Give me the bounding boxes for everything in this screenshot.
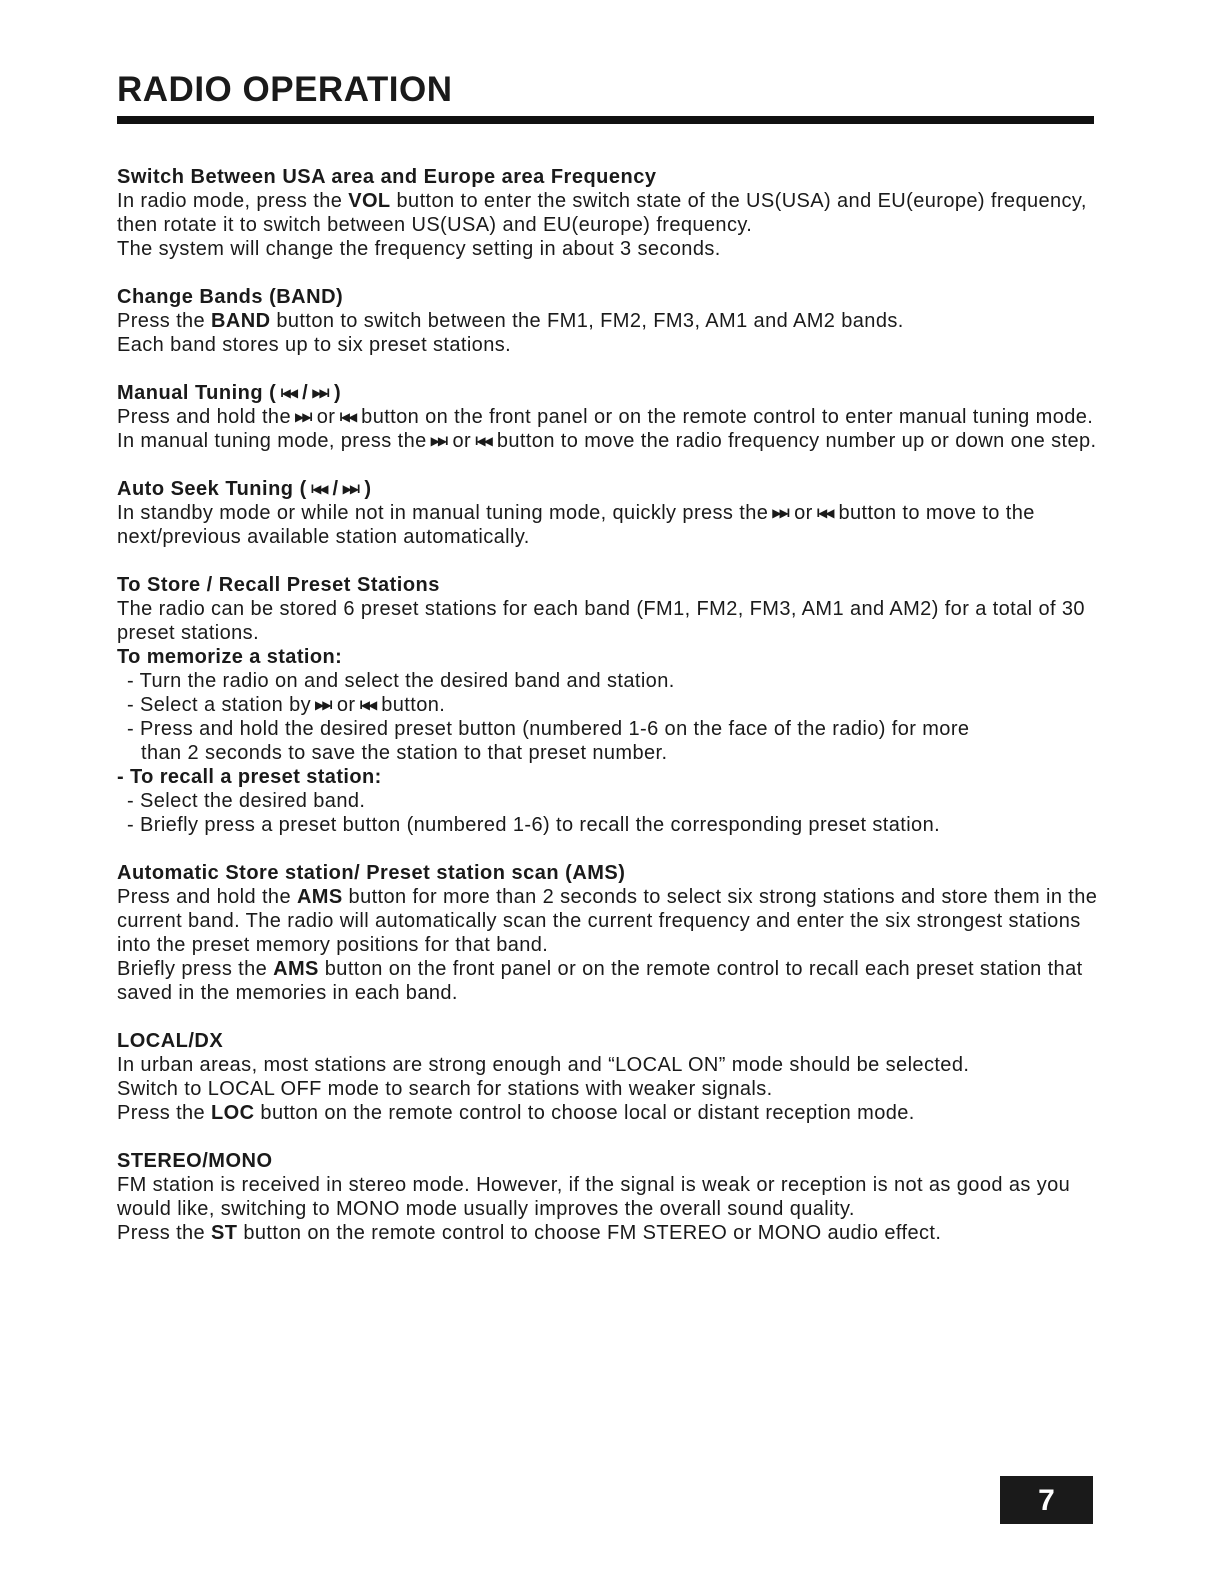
skip-back-icon: I◀◀ — [280, 386, 297, 400]
section-heading: STEREO/MONO — [117, 1150, 273, 1172]
text: button on the front panel or on the remote control to enter manual tuning mode. In manual tuning mode, press the — [117, 406, 1094, 452]
text: button to enter the switch state of the US(USA) and EU(europe) frequency, then rotate it to switch between US(USA) and EU(europe) frequency. — [117, 190, 1087, 236]
text: Press the — [117, 1102, 212, 1124]
text: button for more than 2 seconds to select six strong stations and store them in the current band. The radio will automatically scan the current frequency and enter the six strongest stations into the preset memory positions for that band. — [117, 886, 1098, 956]
text: Press and hold the — [117, 406, 291, 428]
text: button on the remote control to choose FM STEREO or MONO audio effect. — [237, 1222, 942, 1244]
bold-text: AMS — [296, 886, 343, 908]
list-item: - Press and hold the desired preset button (numbered 1-6 on the face of the radio) for more — [127, 718, 970, 740]
list-item: - Select the desired band. — [127, 790, 366, 812]
skip-forward-icon: ▶▶I — [312, 386, 328, 400]
section-heading: Switch Between USA area and Europe area Frequency — [117, 166, 657, 188]
skip-back-icon: I◀◀ — [339, 410, 356, 424]
text: button on the front panel or on the remote control to recall each preset station that saved in the memories in each band. — [117, 958, 1083, 1004]
text: / — [302, 382, 309, 404]
text: button. — [381, 694, 446, 716]
list-item: - Briefly press a preset button (numbered 1-6) to recall the corresponding preset station. — [127, 814, 941, 836]
bold-text: VOL — [348, 190, 391, 212]
skip-forward-icon: ▶▶I — [772, 506, 789, 520]
text: In radio mode, press the — [117, 190, 349, 212]
bold-text: LOC — [211, 1102, 255, 1124]
text: Press and hold the — [117, 886, 297, 908]
text: Press the — [117, 1222, 212, 1244]
section-heading: Automatic Store station/ Preset station scan (AMS) — [117, 862, 626, 884]
paragraph: In urban areas, most stations are strong enough and “LOCAL ON” mode should be selected. — [117, 1054, 970, 1076]
page-title: RADIO OPERATION — [117, 70, 453, 109]
text: Auto Seek Tuning ( — [117, 478, 307, 500]
list-item — [117, 693, 1102, 717]
skip-forward-icon: ▶▶I — [430, 434, 447, 448]
section-stereo-mono — [117, 1149, 1102, 1245]
skip-forward-icon: ▶▶I — [315, 698, 331, 712]
section-heading — [117, 477, 1102, 501]
skip-back-icon: I◀◀ — [475, 434, 491, 448]
skip-back-icon: I◀◀ — [359, 698, 376, 712]
skip-back-icon: I◀◀ — [310, 482, 327, 496]
subheading-memorize: To memorize a station: — [117, 646, 343, 668]
paragraph — [117, 405, 1102, 453]
section-local-dx — [117, 1029, 1102, 1125]
paragraph — [117, 1101, 1102, 1125]
page-number: 7 — [1000, 1476, 1093, 1524]
section-manual-tuning — [117, 381, 1102, 453]
section-heading — [117, 381, 1102, 405]
skip-back-icon: I◀◀ — [816, 506, 833, 520]
paragraph — [117, 189, 1102, 237]
text: In standby mode or while not in manual tuning mode, quickly press the — [117, 502, 769, 524]
section-heading: Change Bands (BAND) — [117, 286, 344, 308]
subheading-recall: - To recall a preset station: — [117, 766, 382, 788]
paragraph — [117, 501, 1102, 549]
bold-text: AMS — [273, 958, 319, 980]
paragraph — [117, 885, 1102, 957]
section-heading: LOCAL/DX — [117, 1030, 224, 1052]
content — [117, 165, 1102, 1269]
text: button to move to the next/previous available station automatically. — [117, 502, 1035, 548]
paragraph: The system will change the frequency setting in about 3 seconds. — [117, 238, 721, 260]
text: - Select a station by — [127, 694, 312, 716]
paragraph — [117, 309, 1102, 333]
text: button on the remote control to choose local or distant reception mode. — [254, 1102, 915, 1124]
text: ) — [364, 478, 372, 500]
text: Briefly press the — [117, 958, 274, 980]
paragraph: Switch to LOCAL OFF mode to search for stations with weaker signals. — [117, 1078, 773, 1100]
paragraph — [117, 957, 1102, 1005]
section-frequency — [117, 165, 1102, 261]
section-ams — [117, 861, 1102, 1005]
skip-forward-icon: ▶▶I — [342, 482, 359, 496]
title-rule — [117, 116, 1094, 124]
text: or — [316, 406, 336, 428]
bold-text: BAND — [211, 310, 271, 332]
paragraph: The radio can be stored 6 preset stations for each band (FM1, FM2, FM3, AM1 and AM2) for a total of 30 preset stations. — [117, 598, 1085, 644]
text: button to move the radio frequency number up or down one step. — [496, 430, 1097, 452]
paragraph — [117, 1221, 1102, 1245]
list-item: - Turn the radio on and select the desired band and station. — [127, 670, 675, 692]
section-presets — [117, 573, 1102, 837]
text: or — [336, 694, 356, 716]
text: ) — [333, 382, 342, 404]
bold-text: ST — [211, 1222, 238, 1244]
section-bands — [117, 285, 1102, 357]
paragraph: FM station is received in stereo mode. However, if the signal is weak or reception is not as good as you would like, switching to MONO mode usually improves the overall sound quality. — [117, 1174, 1071, 1220]
text: or — [452, 430, 472, 452]
section-heading: To Store / Recall Preset Stations — [117, 574, 440, 596]
section-auto-seek — [117, 477, 1102, 549]
paragraph: Each band stores up to six preset stations. — [117, 334, 512, 356]
text: Press the — [117, 310, 212, 332]
text: Manual Tuning ( — [117, 382, 277, 404]
text: / — [332, 478, 339, 500]
skip-forward-icon: ▶▶I — [294, 410, 311, 424]
list-item-continuation: than 2 seconds to save the station to that preset number. — [141, 742, 668, 764]
text: button to switch between the FM1, FM2, FM3, AM1 and AM2 bands. — [270, 310, 904, 332]
text: or — [794, 502, 813, 524]
